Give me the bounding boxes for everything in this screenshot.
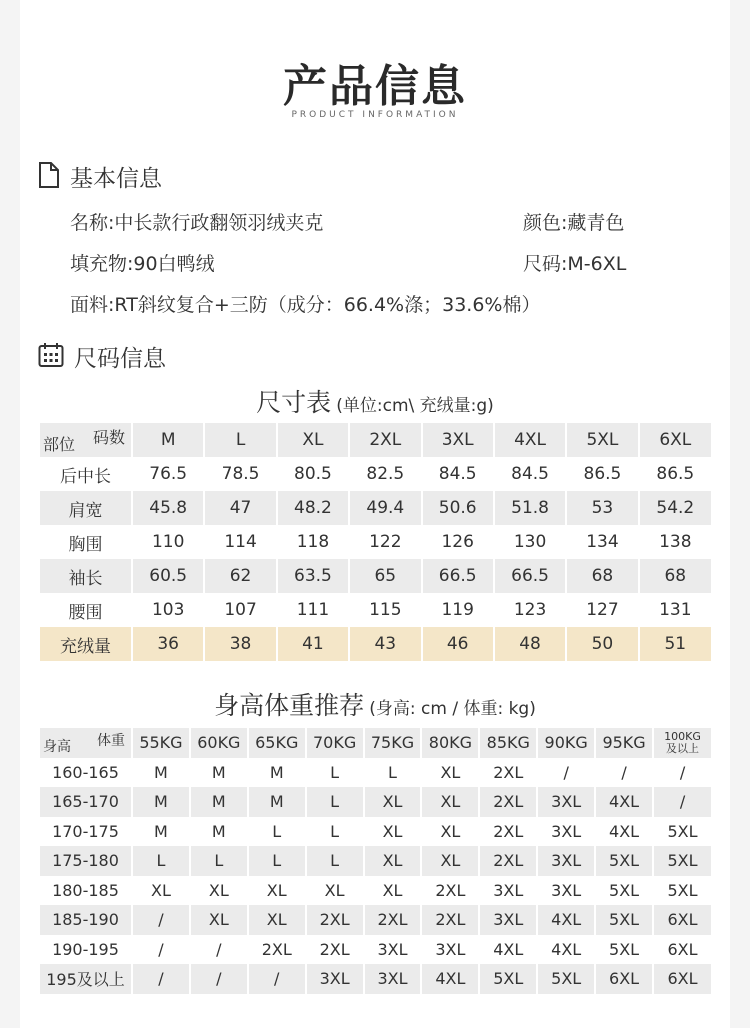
last-col-bottom-label: 及以上 — [666, 741, 699, 755]
table-cell: 43 — [349, 627, 421, 661]
table-cell: L — [132, 846, 190, 876]
page-subtitle: PRODUCT INFORMATION — [291, 110, 459, 120]
row-label: 170-175 — [40, 817, 132, 847]
table-cell: 84.5 — [494, 457, 566, 491]
product-info-page — [20, 0, 730, 1028]
table-cell: 123 — [494, 593, 566, 627]
table-cell: 3XL — [364, 964, 422, 994]
table-row — [40, 593, 711, 627]
corner-part-label: 部位 — [43, 435, 76, 454]
table-cell: 2XL — [479, 758, 537, 788]
table-cell: L — [364, 758, 422, 788]
weight-column-header: 85KG — [479, 728, 537, 758]
table-cell: XL — [364, 846, 422, 876]
basic-info-heading — [38, 160, 162, 193]
table-cell: M — [248, 758, 306, 788]
table-cell: XL — [248, 905, 306, 935]
table-cell: 5XL — [537, 964, 595, 994]
table-cell: L — [306, 817, 364, 847]
weight-column-header: 75KG — [364, 728, 422, 758]
table-cell: L — [306, 787, 364, 817]
table-cell: / — [132, 935, 190, 965]
table-cell: 49.4 — [349, 491, 421, 525]
row-label: 腰围 — [40, 593, 132, 627]
table-cell: M — [132, 817, 190, 847]
size-info-title: 尺码信息 — [74, 346, 166, 372]
reco-table-unit: (身高: cm / 体重: kg) — [369, 699, 536, 719]
table-cell: 134 — [566, 525, 638, 559]
table-cell: 41 — [277, 627, 349, 661]
table-cell: XL — [190, 905, 248, 935]
calendar-icon — [38, 342, 64, 372]
table-cell: 50 — [566, 627, 638, 661]
table-cell: / — [537, 758, 595, 788]
table-cell: 126 — [422, 525, 494, 559]
table-row — [40, 627, 711, 661]
table-cell: 3XL — [306, 964, 364, 994]
table-cell: 131 — [659, 600, 692, 620]
reco-table-title-text: 身高体重推荐 — [214, 691, 365, 720]
table-row — [40, 559, 711, 593]
size-table — [40, 423, 711, 661]
table-row — [40, 787, 711, 817]
weight-column-header-last — [653, 728, 711, 758]
table-cell: 2XL — [421, 876, 479, 906]
table-cell: XL — [364, 876, 422, 906]
document-icon — [38, 162, 60, 192]
table-cell: 68 — [566, 559, 638, 593]
table-cell: 82.5 — [349, 457, 421, 491]
table-cell: 4XL — [595, 817, 653, 847]
row-label: 180-185 — [40, 876, 132, 906]
table-cell: M — [132, 758, 190, 788]
table-cell: 3XL — [421, 935, 479, 965]
table-cell: 4XL — [537, 905, 595, 935]
table-cell: 86.5 — [656, 464, 695, 484]
table-cell: 107 — [204, 593, 276, 627]
table-cell: 2XL — [421, 905, 479, 935]
table-row — [40, 817, 711, 847]
table-cell: 4XL — [479, 935, 537, 965]
table-cell: 5XL — [595, 876, 653, 906]
reco-table-corner — [40, 728, 132, 758]
reco-table — [40, 728, 711, 994]
table-cell: 46 — [422, 627, 494, 661]
table-cell: XL — [421, 817, 479, 847]
table-row — [40, 525, 711, 559]
row-label: 195及以上 — [40, 964, 132, 994]
table-cell: 114 — [204, 525, 276, 559]
table-cell: / — [248, 964, 306, 994]
size-column-header: 4XL — [494, 423, 566, 457]
row-label: 充绒量 — [40, 627, 132, 661]
row-label: 175-180 — [40, 846, 132, 876]
table-cell: 48.2 — [277, 491, 349, 525]
table-cell: XL — [421, 758, 479, 788]
table-cell: 3XL — [537, 846, 595, 876]
table-cell: 2XL — [479, 846, 537, 876]
table-cell: 127 — [566, 593, 638, 627]
table-cell: M — [132, 787, 190, 817]
table-cell: 78.5 — [204, 457, 276, 491]
table-cell: 4XL — [537, 935, 595, 965]
table-cell: M — [248, 787, 306, 817]
table-cell: / — [132, 964, 190, 994]
size-column-header: L — [204, 423, 276, 457]
table-cell: 66.5 — [422, 559, 494, 593]
table-cell: XL — [306, 876, 364, 906]
table-row — [40, 935, 711, 965]
table-cell: 53 — [566, 491, 638, 525]
table-cell: 51.8 — [494, 491, 566, 525]
table-cell: 3XL — [479, 876, 537, 906]
last-col-top-label: 100KG — [664, 729, 701, 743]
table-cell: 86.5 — [566, 457, 638, 491]
table-cell: 122 — [349, 525, 421, 559]
table-cell: XL — [364, 817, 422, 847]
size-table-title — [20, 383, 730, 419]
table-row — [40, 964, 711, 994]
row-label: 165-170 — [40, 787, 132, 817]
table-cell: 50.6 — [422, 491, 494, 525]
table-cell: XL — [190, 876, 248, 906]
table-cell: 38 — [204, 627, 276, 661]
corner-size-label: 码数 — [92, 428, 125, 447]
size-column-header: 2XL — [349, 423, 421, 457]
size-column-header: 6XL — [639, 423, 711, 457]
table-cell: XL — [364, 787, 422, 817]
table-cell: L — [248, 846, 306, 876]
table-cell: 80.5 — [277, 457, 349, 491]
table-cell: 45.8 — [132, 491, 204, 525]
corner-weight-label: 体重 — [97, 733, 125, 749]
table-cell: 47 — [204, 491, 276, 525]
table-cell: 51 — [639, 627, 711, 661]
info-filling: 填充物:90白鸭绒 — [70, 253, 215, 275]
table-cell: / — [595, 758, 653, 788]
table-cell: 119 — [422, 593, 494, 627]
table-cell: 5XL — [595, 935, 653, 965]
table-cell: 6XL — [653, 964, 711, 994]
table-cell: 138 — [659, 532, 692, 552]
table-cell: 54.2 — [639, 491, 711, 525]
weight-column-header: 65KG — [248, 728, 306, 758]
table-cell: L — [190, 846, 248, 876]
weight-column-header: 95KG — [595, 728, 653, 758]
table-cell: 5XL — [653, 846, 711, 876]
size-column-header: 3XL — [422, 423, 494, 457]
table-cell: XL — [248, 876, 306, 906]
table-cell: 2XL — [306, 905, 364, 935]
table-row — [40, 876, 711, 906]
table-cell: 4XL — [421, 964, 479, 994]
table-cell: 68 — [639, 559, 711, 593]
table-cell: XL — [132, 876, 190, 906]
table-cell: / — [190, 935, 248, 965]
size-column-header: XL — [277, 423, 349, 457]
table-cell: 5XL — [479, 964, 537, 994]
table-cell: / — [190, 964, 248, 994]
table-cell: M — [190, 787, 248, 817]
table-cell: 6XL — [595, 964, 653, 994]
table-cell: 103 — [132, 593, 204, 627]
table-cell: L — [306, 758, 364, 788]
table-cell: 62 — [204, 559, 276, 593]
table-cell: 5XL — [595, 905, 653, 935]
table-cell: 111 — [277, 593, 349, 627]
table-cell: 4XL — [595, 787, 653, 817]
size-info-heading — [38, 340, 166, 373]
table-cell: 36 — [132, 627, 204, 661]
table-cell: / — [132, 905, 190, 935]
size-table-title-text: 尺寸表 — [256, 388, 332, 417]
table-cell: 115 — [349, 593, 421, 627]
table-cell: 3XL — [537, 787, 595, 817]
info-name: 名称:中长款行政翻领羽绒夹克 — [70, 212, 324, 234]
table-cell: 66.5 — [494, 559, 566, 593]
table-cell: 48 — [494, 627, 566, 661]
row-label: 190-195 — [40, 935, 132, 965]
table-cell: L — [306, 846, 364, 876]
table-cell: XL — [421, 846, 479, 876]
table-cell: 5XL — [667, 880, 698, 900]
info-fabric: 面料:RT斜纹复合+三防（成分：66.4%涤；33.6%棉） — [70, 294, 541, 316]
table-cell: 5XL — [667, 821, 698, 841]
table-cell: 130 — [494, 525, 566, 559]
table-cell: L — [248, 817, 306, 847]
row-label: 185-190 — [40, 905, 132, 935]
size-column-header: 5XL — [566, 423, 638, 457]
table-row — [40, 905, 711, 935]
table-cell: 2XL — [306, 935, 364, 965]
row-label: 胸围 — [40, 525, 132, 559]
table-cell: 3XL — [479, 905, 537, 935]
table-cell: 2XL — [364, 905, 422, 935]
page-title: 产品信息 — [283, 61, 467, 112]
table-cell: 63.5 — [277, 559, 349, 593]
table-cell: 2XL — [479, 817, 537, 847]
table-cell: 3XL — [537, 817, 595, 847]
table-cell: 84.5 — [422, 457, 494, 491]
size-table-unit: (单位:cm\ 充绒量:g) — [336, 396, 494, 416]
table-cell: 2XL — [248, 935, 306, 965]
row-label: 袖长 — [40, 559, 132, 593]
table-cell: 118 — [277, 525, 349, 559]
weight-column-header: 55KG — [132, 728, 190, 758]
weight-column-header: 70KG — [306, 728, 364, 758]
table-row — [40, 846, 711, 876]
table-cell: 76.5 — [132, 457, 204, 491]
row-label: 肩宽 — [40, 491, 132, 525]
table-cell: 6XL — [653, 905, 711, 935]
table-row — [40, 457, 711, 491]
table-cell: M — [190, 758, 248, 788]
table-cell: 3XL — [364, 935, 422, 965]
weight-column-header: 90KG — [537, 728, 595, 758]
row-label: 后中长 — [40, 457, 132, 491]
table-cell: M — [190, 817, 248, 847]
weight-column-header: 60KG — [190, 728, 248, 758]
table-cell: 2XL — [479, 787, 537, 817]
info-color: 颜色:藏青色 — [523, 212, 625, 234]
table-cell: / — [679, 762, 686, 782]
table-cell: 65 — [349, 559, 421, 593]
corner-height-label: 身高 — [43, 738, 71, 755]
table-cell: 60.5 — [132, 559, 204, 593]
table-cell: / — [653, 787, 711, 817]
table-row — [40, 491, 711, 525]
table-row — [40, 758, 711, 788]
size-table-corner — [40, 423, 132, 457]
table-cell: 6XL — [667, 939, 698, 959]
reco-table-title — [20, 686, 730, 722]
table-cell: 110 — [132, 525, 204, 559]
weight-column-header: 80KG — [421, 728, 479, 758]
info-size: 尺码:M-6XL — [523, 253, 627, 275]
table-cell: XL — [421, 787, 479, 817]
row-label: 160-165 — [40, 758, 132, 788]
table-cell: 5XL — [595, 846, 653, 876]
basic-info-title: 基本信息 — [70, 166, 162, 192]
table-cell: 3XL — [537, 876, 595, 906]
size-column-header: M — [132, 423, 204, 457]
